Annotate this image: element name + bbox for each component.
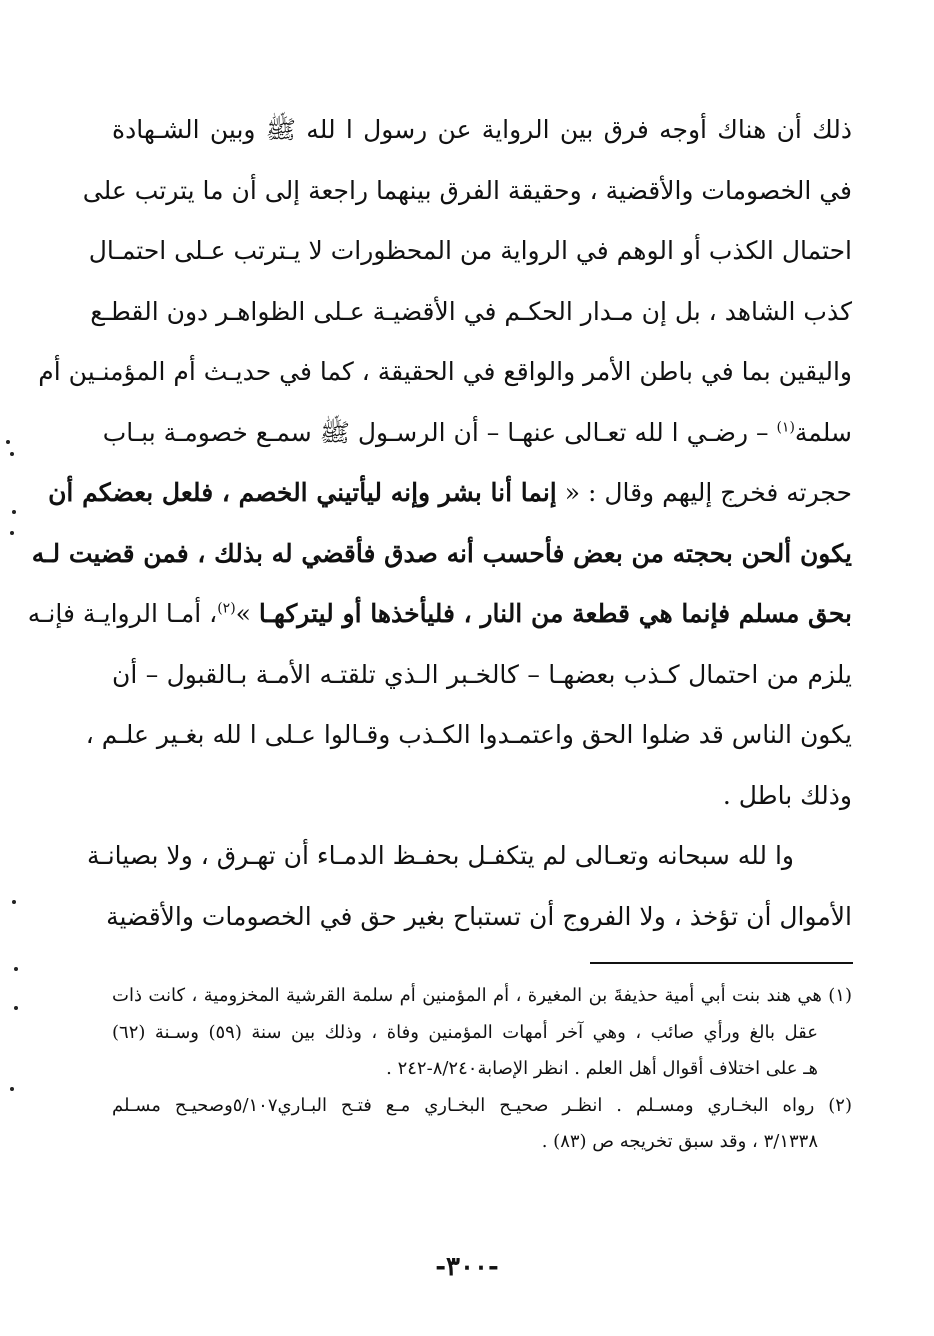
text-line: في الخصومات والأقضية ، وحقيقة الفرق بينهما راجعة إلى أن ما يترتب على (82, 175, 852, 205)
scan-speck (14, 967, 18, 971)
footnote-line: (١) هي هند بنت أبي أمية حذيفةَ بن المغيرة ، أم المؤمنين أم سلمة القرشية المخزومية ، كانت ذات (112, 985, 852, 1006)
text-line: وذلك باطل . (722, 780, 852, 810)
main-text (27, 100, 852, 947)
footnote-line: ٣/١٣٣٨ ، وقد سبق تخريجه ص (٨٣) . (541, 1131, 818, 1152)
quote-close: » (235, 599, 251, 628)
text-span: ، أمـا الروايـة فإنـه (27, 599, 218, 628)
text-span: حجرته فخرج إليهم وقال : « (564, 478, 852, 507)
footnote-ref: (١) (776, 419, 795, 436)
scan-speck (6, 440, 10, 444)
text-span: – رضـي ا لله تعـالى عنهـا – أن الرسـول ﷺ سمـع خصومـة ببـاب (102, 417, 769, 447)
text-line: يكون الناس قد ضلوا الحق واعتمـدوا الكـذب وقـالوا عـلى ا لله بغـير علـم ، (85, 720, 852, 749)
footnotes (112, 978, 852, 1161)
text-line (48, 463, 852, 524)
scan-speck (12, 510, 16, 514)
text-line: واليقين بما في باطن الأمر والواقع في الحقيقة ، كما في حديـث أم المؤمنـين أم (38, 357, 852, 386)
paragraph-start: وا لله سبحانه وتعـالى لم يتكفـل بحفـظ الدمـاء أن تهـرق ، ولا بصيانـة (87, 841, 794, 870)
footnote-line: عقل بالغ ورأي صائب ، وهي آخر أمهات المؤمنين وفاة ، وذلك بين سنة (٥٩) وسـنة (٦٢) (112, 1021, 818, 1043)
footnote-separator (590, 962, 853, 964)
hadith-quote: بحق مسلم فإنما هي قطعة من النار ، فليأخذها أو ليتركهـا (258, 599, 852, 628)
footnote-line: هـ على اختلاف أقوال أهل العلم . انظر الإصابة٨/٢٤٠-٢٤٢ . (386, 1058, 818, 1079)
page-number: -٣٠٠- (435, 1252, 499, 1282)
text-line: الأموال أن تؤخذ ، ولا الفروج أن تستباح بغير حق في الخصومات والأقضية (106, 901, 852, 931)
text-span: سلمة (794, 417, 852, 447)
text-line (102, 403, 852, 464)
text-line (27, 584, 852, 645)
scan-speck (10, 1087, 14, 1091)
text-line: احتمال الكذب أو الوهم في الرواية من المحظورات لا يـترتب عـلى احتمـال (88, 236, 852, 265)
scan-speck (12, 900, 16, 904)
hadith-line: يكون ألحن بحجته من بعض فأحسب أنه صدق فأقضي له بذلك ، فمن قضيت لـه (31, 538, 852, 568)
text-line: كذب الشاهد ، بل إن مـدار الحكـم في الأقضيـة عـلى الظواهـر دون القطـع (90, 296, 852, 326)
hadith-quote: إنما أنا بشر وإنه ليأتيني الخصم ، فلعل بعضكم أن (48, 478, 557, 507)
footnote-line: (٢) رواه البخـاري ومسـلم . انظـر صحيـح البخـاري مـع فتـح البـاري٥/١٠٧وصحيـح مسـلم (112, 1094, 852, 1116)
text-line: ذلك أن هناك أوجه فرق بين الرواية عن رسول ا لله ﷺ وبين الشـهادة (112, 115, 852, 144)
text-line: يلزم من احتمال كـذب بعضهـا – كالخـبر الـذي تلقتـه الأمـة بـالقبول – أن (112, 659, 852, 689)
footnote-ref: (٢) (217, 600, 236, 617)
scan-speck (14, 1006, 18, 1010)
scan-speck (10, 531, 14, 535)
scan-speck (10, 452, 14, 456)
